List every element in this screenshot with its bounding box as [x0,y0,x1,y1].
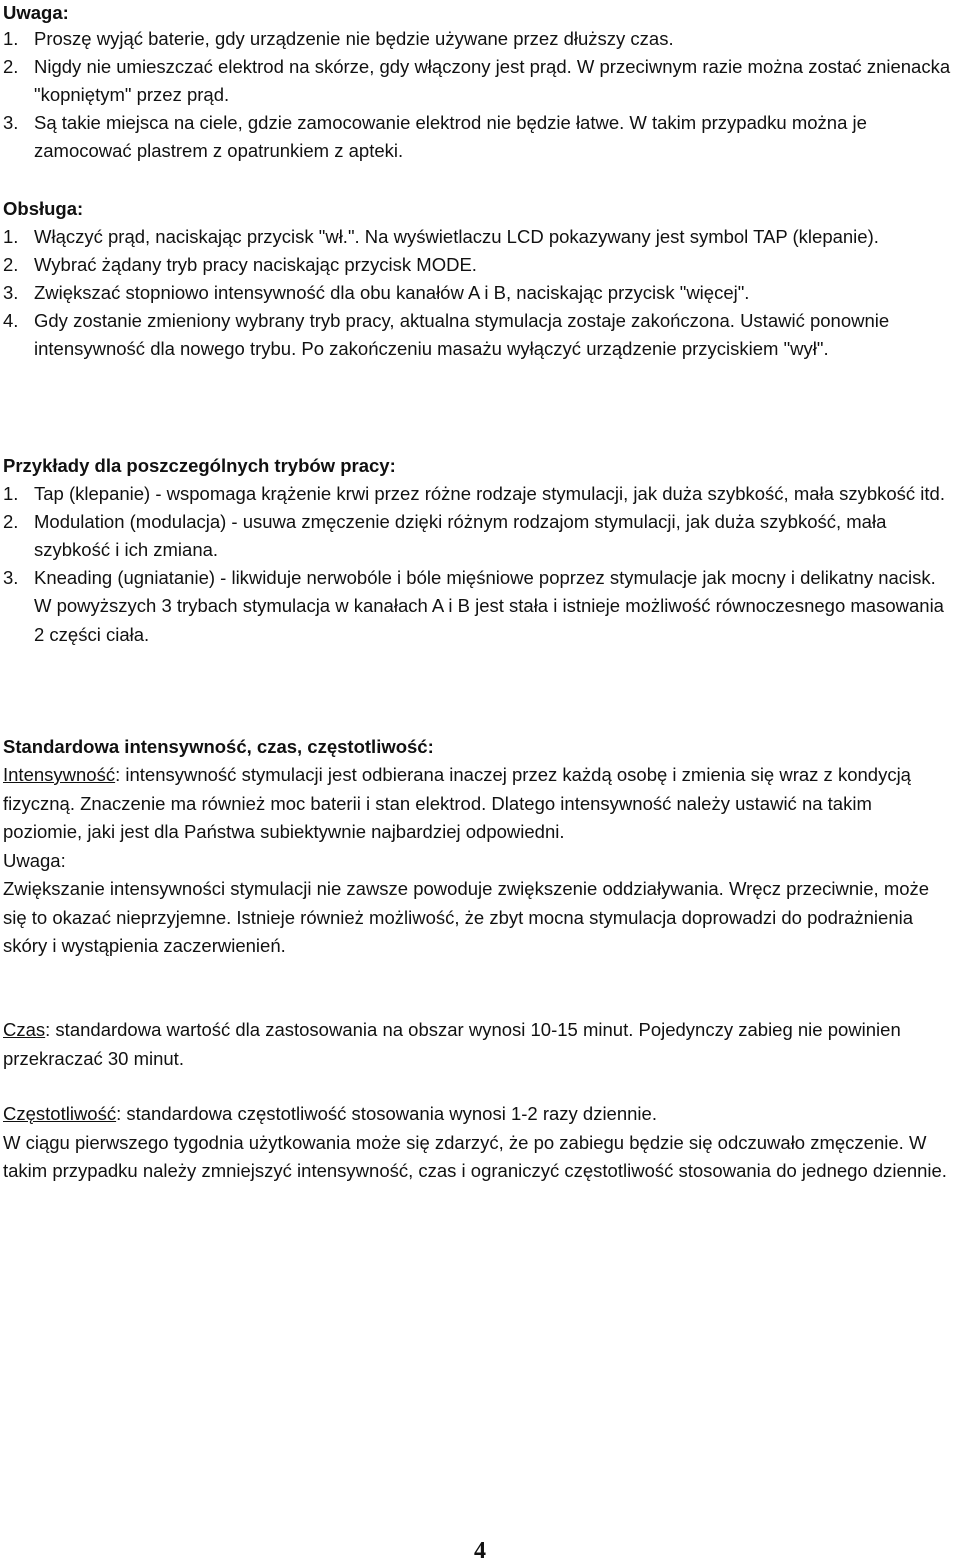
page-number: 4 [474,1538,486,1564]
przyklady-heading: Przykłady dla poszczególnych trybów pracy: [3,455,396,476]
czas-section [3,1016,953,1073]
przyklady-note: W powyższych 3 trybach stymulacja w kanałach A i B jest stała i istnieje możliwość równoczesnego masowania 2 części ciała. [34,595,944,645]
intensywnosc-label: Intensywność [3,764,116,785]
uwaga-note-text: Zwiększanie intensywności stymulacji nie zawsze powoduje zwiększenie oddziaływania. Wręcz przeciwnie, może się to okazać nieprzyjemne. Istnieje również możliwość, że zbyt mocna stymulacja doprowadzi do podrażnienia skóry i wystąpienia zaczerwienień. [3,878,930,956]
czestotliwosc-paragraph [3,1100,953,1129]
list-item: 3. Są takie miejsca na ciele, gdzie zamocowanie elektrod nie będzie łatwe. W takim przypadku można je zamocować plastrem z opatrunkiem z apteki. [3,112,867,161]
uwaga-list [3,25,953,165]
list-item: 1. Włączyć prąd, naciskając przycisk "wł.". Na wyświetlaczu LCD pokazywany jest symbol TAP (klepanie). [3,226,879,247]
czas-paragraph [3,1016,953,1073]
obsluga-section [3,195,953,363]
czestotliwosc-text: : standardowa częstotliwość stosowania wynosi 1-2 razy dziennie. [116,1103,657,1124]
standardowa-heading: Standardowa intensywność, czas, częstotliwość: [3,736,434,757]
czestotliwosc-extra: W ciągu pierwszego tygodnia użytkowania może się zdarzyć, że po zabiegu będzie się odczuwało zmęczenie. W takim przypadku należy zmniejszyć intensywność, czas i ograniczyć częstotliwość stosowania do jednego dziennie. [3,1131,947,1181]
obsluga-heading: Obsługa: [3,198,84,219]
list-item: 2. Nigdy nie umieszczać elektrod na skórze, gdy włączony jest prąd. W przeciwnym razie można zostać znienacka "kopniętym" przez prąd. [3,56,951,105]
list-item: 3. Zwiększać stopniowo intensywność dla obu kanałów A i B, naciskając przycisk "więcej". [3,282,750,303]
czestotliwosc-label: Częstotliwość [3,1103,117,1124]
czas-text: : standardowa wartość dla zastosowania na obszar wynosi 10-15 minut. Pojedynczy zabieg nie powinien przekraczać 30 minut. [3,1019,901,1069]
list-item: 3. Kneading (ugniatanie) - likwiduje nerwobóle i bóle mięśniowe poprzez stymulacje jak mocny i delikatny nacisk. [3,567,936,588]
intensywnosc-text: : intensywność stymulacji jest odbierana inaczej przez każdą osobę i zmienia się wraz z kondycją fizyczną. Znaczenie ma również moc baterii i stan elektrod. Dlatego intensywność należy ustawić na takim poziomie, jaki jest dla Państwa subiektywnie najbardziej odpowiedni. [3,764,911,842]
list-item: 4. Gdy zostanie zmieniony wybrany tryb pracy, aktualna stymulacja zostaje zakończona. Ustawić ponownie intensywność dla nowego trybu. Po zakończeniu masażu wyłączyć urządzenie przyciskiem "wył". [3,310,890,359]
list-item: 1. Proszę wyjąć baterie, gdy urządzenie nie będzie używane przez dłuższy czas. [3,28,674,49]
list-item: 1. Tap (klepanie) - wspomaga krążenie krwi przez różne rodzaje stymulacji, jak duża szybkość, mała szybkość itd. [3,483,945,504]
przyklady-section [3,452,953,649]
czestotliwosc-section [3,1100,953,1186]
uwaga-heading: Uwaga: [3,2,69,23]
list-item: 2. Modulation (modulacja) - usuwa zmęczenie dzięki różnym rodzajom stymulacji, jak duża szybkość, mała szybkość i ich zmiana. [3,511,887,560]
czas-label: Czas [3,1019,46,1040]
przyklady-list [3,480,953,592]
obsluga-list [3,223,953,363]
list-item: 2. Wybrać żądany tryb pracy naciskając przycisk MODE. [3,254,477,275]
standardowa-section [3,733,953,961]
intensywnosc-paragraph [3,761,953,847]
uwaga-note-label: Uwaga: [3,849,66,871]
uwaga-section [3,0,953,165]
